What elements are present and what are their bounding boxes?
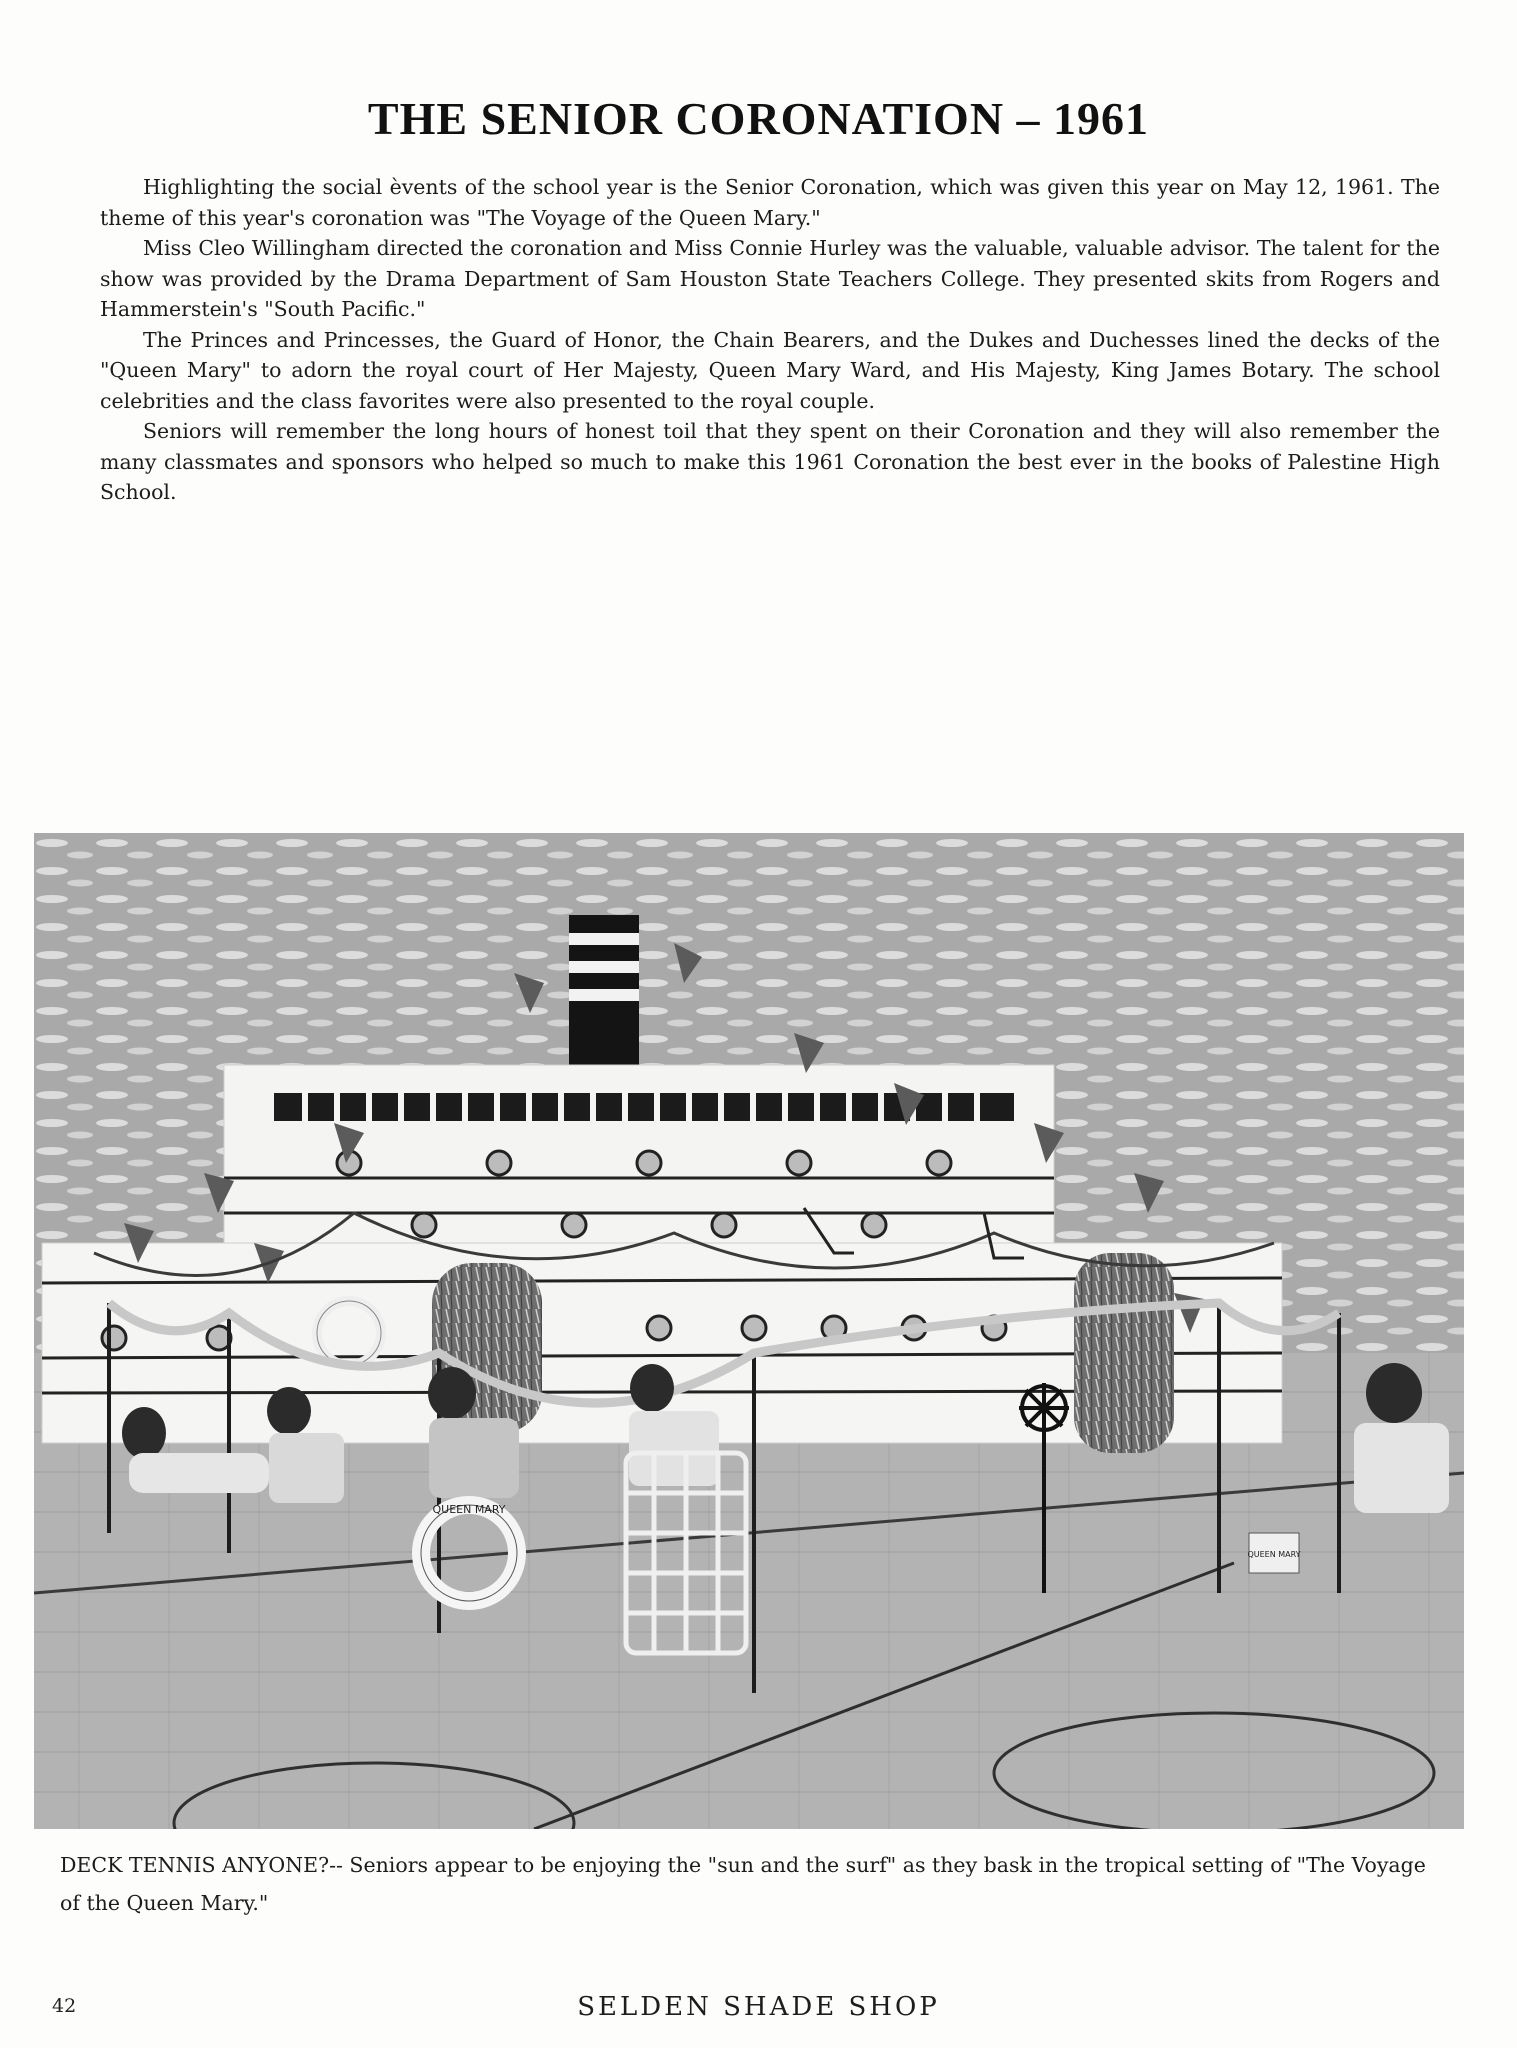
- sponsor-footer: SELDEN SHADE SHOP: [577, 1992, 940, 2022]
- coronation-photo: [34, 833, 1464, 1829]
- ship-stage-scene: [34, 833, 1464, 1829]
- page-title: THE SENIOR CORONATION – 1961: [367, 93, 1150, 144]
- paragraph-1: Highlighting the social èvents of the school year is the Senior Coronation, which was given this year on May 12, 1961. The theme of this year's coronation was "The Voyage of the Queen Mary.": [100, 175, 1440, 230]
- queen-mary-sign: [1247, 1533, 1300, 1573]
- sign-label: QUEEN MARY: [1247, 1550, 1301, 1559]
- photo-caption: DECK TENNIS ANYONE?-- Seniors appear to be enjoying the "sun and the surf" as they bask in the tropical setting of "The Voyage of the Queen Mary.": [60, 1853, 1426, 1915]
- right-pillar: [1074, 1253, 1174, 1453]
- life-ring-label: QUEEN MARY: [432, 1503, 506, 1516]
- smokestack: [569, 915, 639, 1065]
- article-body: [100, 172, 1440, 508]
- page-number: 42: [52, 1995, 77, 2017]
- paragraph-4: Seniors will remember the long hours of honest toil that they spent on their Coronation and they will also remember the many classmates and sponsors who helped so much to make this 1961 Coronation the best ever in the books of Palestine High School.: [100, 419, 1440, 504]
- paragraph-2: Miss Cleo Willingham directed the coronation and Miss Connie Hurley was the valuable, valuable advisor. The talent for the show was provided by the Drama Department of Sam Houston State Teachers College. They presented skits from Rogers and Hammerstein's "South Pacific.": [100, 236, 1440, 321]
- paragraph-3: The Princes and Princesses, the Guard of Honor, the Chain Bearers, and the Dukes and Duchesses lined the decks of the "Queen Mary" to adorn the royal court of Her Majesty, Queen Mary Ward, and His Majesty, King James Botary. The school celebrities and the class favorites were also presented to the royal couple.: [100, 327, 1440, 413]
